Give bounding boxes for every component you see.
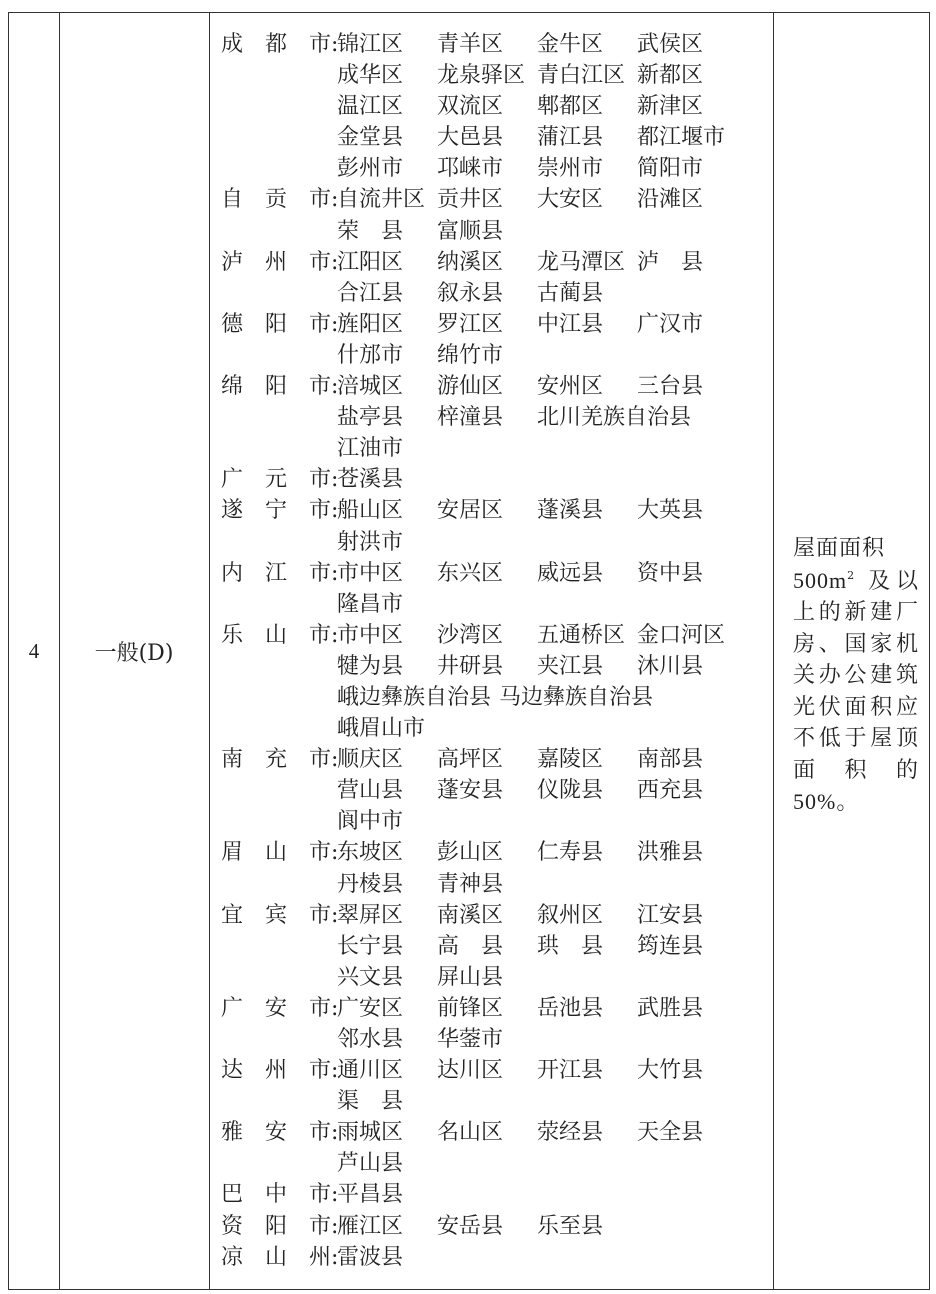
district-line	[337, 1024, 776, 1055]
city-row	[221, 1055, 776, 1117]
district-name: 大英县	[637, 498, 704, 524]
district-line	[337, 1086, 776, 1117]
district-name: 富顺县	[437, 218, 504, 244]
district-name: 荣 县	[337, 218, 404, 244]
district-name: 邛崃市	[437, 156, 504, 182]
colon-separator: :	[331, 187, 339, 213]
district-name: 屏山县	[437, 964, 504, 990]
district-name: 都江堰市	[637, 125, 726, 151]
city-row	[221, 309, 776, 371]
district-line	[337, 900, 776, 931]
city-name: 眉山市	[221, 840, 331, 866]
city-row	[221, 29, 776, 184]
district-name: 金牛区	[537, 32, 604, 57]
district-line	[337, 589, 776, 620]
district-line	[337, 527, 776, 558]
colon-separator: :	[331, 1058, 339, 1084]
district-name: 夹江县	[537, 653, 604, 679]
district-name: 洪雅县	[637, 840, 704, 866]
requirement-value: 500m	[793, 567, 848, 593]
column-divider	[209, 13, 210, 1289]
district-name: 中江县	[537, 311, 604, 337]
district-name: 贡井区	[437, 187, 504, 213]
district-name: 仁寿县	[537, 840, 604, 866]
city-name: 乐山市	[221, 622, 331, 648]
city-row	[221, 371, 776, 464]
district-name: 广汉市	[637, 311, 704, 337]
district-name: 雷波县	[337, 1244, 404, 1270]
district-list	[337, 464, 776, 495]
district-line	[337, 495, 776, 526]
district-name: 安岳县	[437, 1213, 504, 1239]
district-list	[337, 371, 776, 464]
city-row	[221, 1117, 776, 1179]
district-line	[337, 309, 776, 340]
district-name: 高 县	[437, 933, 504, 959]
district-name: 梓潼县	[437, 405, 504, 431]
district-name: 筠连县	[637, 933, 704, 959]
district-name: 蒲江县	[537, 125, 604, 151]
district-line	[337, 1117, 776, 1148]
district-name: 合江县	[337, 280, 404, 306]
district-line	[337, 869, 776, 900]
district-name: 沙湾区	[437, 622, 504, 648]
district-name: 盐亭县	[337, 405, 404, 431]
district-name: 金口河区	[637, 622, 726, 648]
district-line	[337, 371, 776, 402]
district-name: 古蔺县	[537, 280, 604, 306]
district-name: 青白江区	[537, 63, 626, 89]
district-name: 翠屏区	[337, 902, 404, 928]
district-line	[337, 278, 776, 309]
district-name: 郫都区	[537, 94, 604, 120]
district-name: 安州区	[537, 374, 604, 400]
district-name: 威远县	[537, 560, 604, 586]
district-name: 武侯区	[637, 32, 704, 57]
district-name: 射洪市	[337, 529, 404, 555]
requirement-part1: 屋面面积	[793, 536, 886, 561]
district-list	[337, 900, 776, 993]
colon-separator: :	[331, 498, 339, 524]
district-name: 双流区	[437, 94, 504, 120]
colon-separator: :	[331, 1244, 339, 1270]
city-name: 南充市	[221, 747, 331, 773]
district-name: 大安区	[537, 187, 604, 213]
district-name: 青神县	[437, 871, 504, 897]
requirement-sup: 2	[847, 568, 856, 582]
district-name: 开江县	[537, 1058, 604, 1084]
district-line	[337, 837, 776, 868]
colon-separator: :	[331, 311, 339, 337]
district-name: 武胜县	[637, 995, 704, 1021]
district-line	[337, 91, 776, 122]
district-name: 南溪区	[437, 902, 504, 928]
colon-separator: :	[331, 840, 339, 866]
colon-separator: :	[331, 902, 339, 928]
district-name: 什邡市	[337, 342, 404, 368]
district-list	[337, 184, 776, 246]
district-name: 泸 县	[637, 249, 704, 275]
district-list	[337, 29, 776, 184]
district-name: 船山区	[337, 498, 404, 524]
district-name: 旌阳区	[337, 311, 404, 337]
district-name: 彭山区	[437, 840, 504, 866]
district-line	[337, 651, 776, 682]
district-name: 大邑县	[437, 125, 504, 151]
district-name: 市中区	[337, 622, 404, 648]
district-name: 沐川县	[637, 653, 704, 679]
colon-separator: :	[331, 467, 339, 493]
district-name: 沿滩区	[637, 187, 704, 213]
district-name: 芦山县	[337, 1151, 404, 1177]
district-name: 市中区	[337, 560, 404, 586]
city-name: 绵阳市	[221, 374, 331, 400]
city-name: 内江市	[221, 560, 331, 586]
city-row	[221, 993, 776, 1055]
colon-separator: :	[331, 249, 339, 275]
city-row	[221, 837, 776, 899]
city-row	[221, 1242, 776, 1273]
district-list	[337, 1179, 776, 1210]
district-line	[337, 1179, 776, 1210]
district-name: 大竹县	[637, 1058, 704, 1084]
district-name: 西充县	[637, 778, 704, 804]
district-name: 邻水县	[337, 1027, 404, 1052]
district-line	[337, 993, 776, 1024]
city-row	[221, 744, 776, 837]
district-name: 安居区	[437, 498, 504, 524]
district-name: 五通桥区	[537, 622, 626, 648]
district-name: 涪城区	[337, 374, 404, 400]
city-name: 泸州市	[221, 249, 331, 275]
district-line	[337, 1242, 776, 1273]
colon-separator: :	[331, 1182, 339, 1208]
district-line	[337, 1055, 776, 1086]
district-line	[337, 713, 776, 744]
district-name: 北川羌族自治县	[537, 405, 692, 431]
district-name: 兴文县	[337, 964, 404, 990]
colon-separator: :	[331, 374, 339, 400]
district-name: 高坪区	[437, 747, 504, 773]
district-name: 成华区	[337, 63, 404, 89]
colon-separator: :	[331, 560, 339, 586]
district-name: 井研县	[437, 653, 504, 679]
row-number: 4	[28, 638, 40, 663]
district-name: 长宁县	[337, 933, 404, 959]
district-name: 江阳区	[337, 249, 404, 275]
district-list	[337, 309, 776, 371]
district-name: 雁江区	[337, 1213, 404, 1239]
district-name: 游仙区	[437, 374, 504, 400]
district-name: 岳池县	[537, 995, 604, 1021]
city-row	[221, 464, 776, 495]
district-name: 天全县	[637, 1120, 704, 1146]
district-list	[337, 1211, 776, 1242]
district-name: 崇州市	[537, 156, 604, 182]
district-name: 名山区	[437, 1120, 504, 1146]
district-list	[337, 1242, 776, 1273]
district-name: 简阳市	[637, 156, 704, 182]
city-name: 宜宾市	[221, 902, 331, 928]
district-list	[337, 620, 776, 744]
district-name: 犍为县	[337, 653, 404, 679]
city-row	[221, 900, 776, 993]
colon-separator: :	[331, 1213, 339, 1239]
district-line	[337, 682, 776, 713]
city-name: 凉山州	[221, 1244, 331, 1270]
district-list	[337, 558, 776, 620]
district-line	[337, 744, 776, 775]
district-name: 平昌县	[337, 1182, 404, 1208]
district-name: 渠 县	[337, 1089, 404, 1115]
district-name: 江安县	[637, 902, 704, 928]
city-name: 广安市	[221, 995, 331, 1021]
district-name: 叙州区	[537, 902, 604, 928]
district-line	[337, 60, 776, 91]
district-list	[337, 1117, 776, 1179]
city-name: 广元市	[221, 467, 331, 493]
district-name: 青羊区	[437, 32, 504, 57]
district-name: 马边彝族自治县	[499, 684, 654, 710]
level-cell: 一般(D)	[94, 640, 174, 666]
colon-separator: :	[331, 1120, 339, 1146]
city-name: 达州市	[221, 1058, 331, 1084]
district-name: 达川区	[437, 1058, 504, 1084]
district-line	[337, 216, 776, 247]
city-row	[221, 1179, 776, 1210]
district-name: 三台县	[637, 374, 704, 400]
district-name: 资中县	[637, 560, 704, 586]
district-name: 隆昌市	[337, 591, 404, 617]
district-name: 华蓥市	[437, 1027, 504, 1052]
district-name: 温江区	[337, 94, 404, 120]
district-name: 峨眉山市	[337, 716, 426, 742]
district-name: 广安区	[337, 995, 404, 1021]
city-row	[221, 558, 776, 620]
city-name: 雅安市	[221, 1120, 331, 1146]
city-district-list	[221, 29, 776, 1273]
district-line	[337, 340, 776, 371]
district-name: 珙 县	[537, 933, 604, 959]
district-name: 纳溪区	[437, 249, 504, 275]
district-name: 东兴区	[437, 560, 504, 586]
district-line	[337, 962, 776, 993]
district-line	[337, 433, 776, 464]
requirement-text	[781, 533, 929, 819]
city-row	[221, 247, 776, 309]
city-row	[221, 495, 776, 557]
district-name: 金堂县	[337, 125, 404, 151]
district-line	[337, 247, 776, 278]
district-name: 南部县	[637, 747, 704, 773]
district-name: 锦江区	[337, 32, 404, 57]
district-name: 江油市	[337, 436, 404, 462]
district-line	[337, 1211, 776, 1242]
city-row	[221, 1211, 776, 1242]
district-name: 自流井区	[337, 187, 426, 213]
district-line	[337, 1148, 776, 1179]
requirement-percent: 50%	[793, 789, 837, 814]
city-name: 遂宁市	[221, 498, 331, 524]
district-name: 蓬安县	[437, 778, 504, 804]
city-row	[221, 184, 776, 246]
district-list	[337, 1055, 776, 1117]
district-name: 前锋区	[437, 995, 504, 1021]
district-list	[337, 993, 776, 1055]
district-list	[337, 744, 776, 837]
city-name: 资阳市	[221, 1213, 331, 1239]
district-name: 雨城区	[337, 1120, 404, 1146]
requirement-part2: 及以上的新建厂房、国家机关办公建筑光伏面积应不低于屋顶面积的	[793, 568, 919, 783]
district-name: 荥经县	[537, 1120, 604, 1146]
district-list	[337, 247, 776, 309]
district-name: 龙泉驿区	[437, 63, 526, 89]
district-line	[337, 806, 776, 837]
city-name: 巴中市	[221, 1182, 331, 1208]
district-name: 嘉陵区	[537, 747, 604, 773]
city-name: 德阳市	[221, 311, 331, 337]
district-line	[337, 153, 776, 184]
district-name: 蓬溪县	[537, 498, 604, 524]
city-name: 成都市	[221, 32, 331, 57]
district-line	[337, 402, 776, 433]
district-name: 绵竹市	[437, 342, 504, 368]
district-name: 营山县	[337, 778, 404, 804]
district-line	[337, 464, 776, 495]
district-name: 苍溪县	[337, 467, 404, 493]
district-name: 叙永县	[437, 280, 504, 306]
district-name: 顺庆区	[337, 747, 404, 773]
policy-table	[8, 12, 930, 1290]
requirement-end: 。	[836, 790, 860, 815]
district-line	[337, 184, 776, 215]
district-name: 新津区	[637, 94, 704, 120]
city-name: 自贡市	[221, 187, 331, 213]
district-name: 丹棱县	[337, 871, 404, 897]
district-line	[337, 558, 776, 589]
district-name: 乐至县	[537, 1213, 604, 1239]
district-name: 峨边彝族自治县	[337, 684, 492, 710]
district-name: 罗江区	[437, 311, 504, 337]
district-line	[337, 29, 776, 60]
colon-separator: :	[331, 622, 339, 648]
district-list	[337, 495, 776, 557]
district-line	[337, 122, 776, 153]
district-name: 彭州市	[337, 156, 404, 182]
colon-separator: :	[331, 747, 339, 773]
colon-separator: :	[331, 32, 339, 57]
district-name: 东坡区	[337, 840, 404, 866]
colon-separator: :	[331, 995, 339, 1021]
district-list	[337, 837, 776, 899]
district-line	[337, 775, 776, 806]
district-line	[337, 620, 776, 651]
city-row	[221, 620, 776, 744]
district-name: 龙马潭区	[537, 249, 626, 275]
district-name: 新都区	[637, 63, 704, 89]
district-name: 阆中市	[337, 809, 404, 835]
district-line	[337, 931, 776, 962]
district-name: 仪陇县	[537, 778, 604, 804]
district-name: 通川区	[337, 1058, 404, 1084]
